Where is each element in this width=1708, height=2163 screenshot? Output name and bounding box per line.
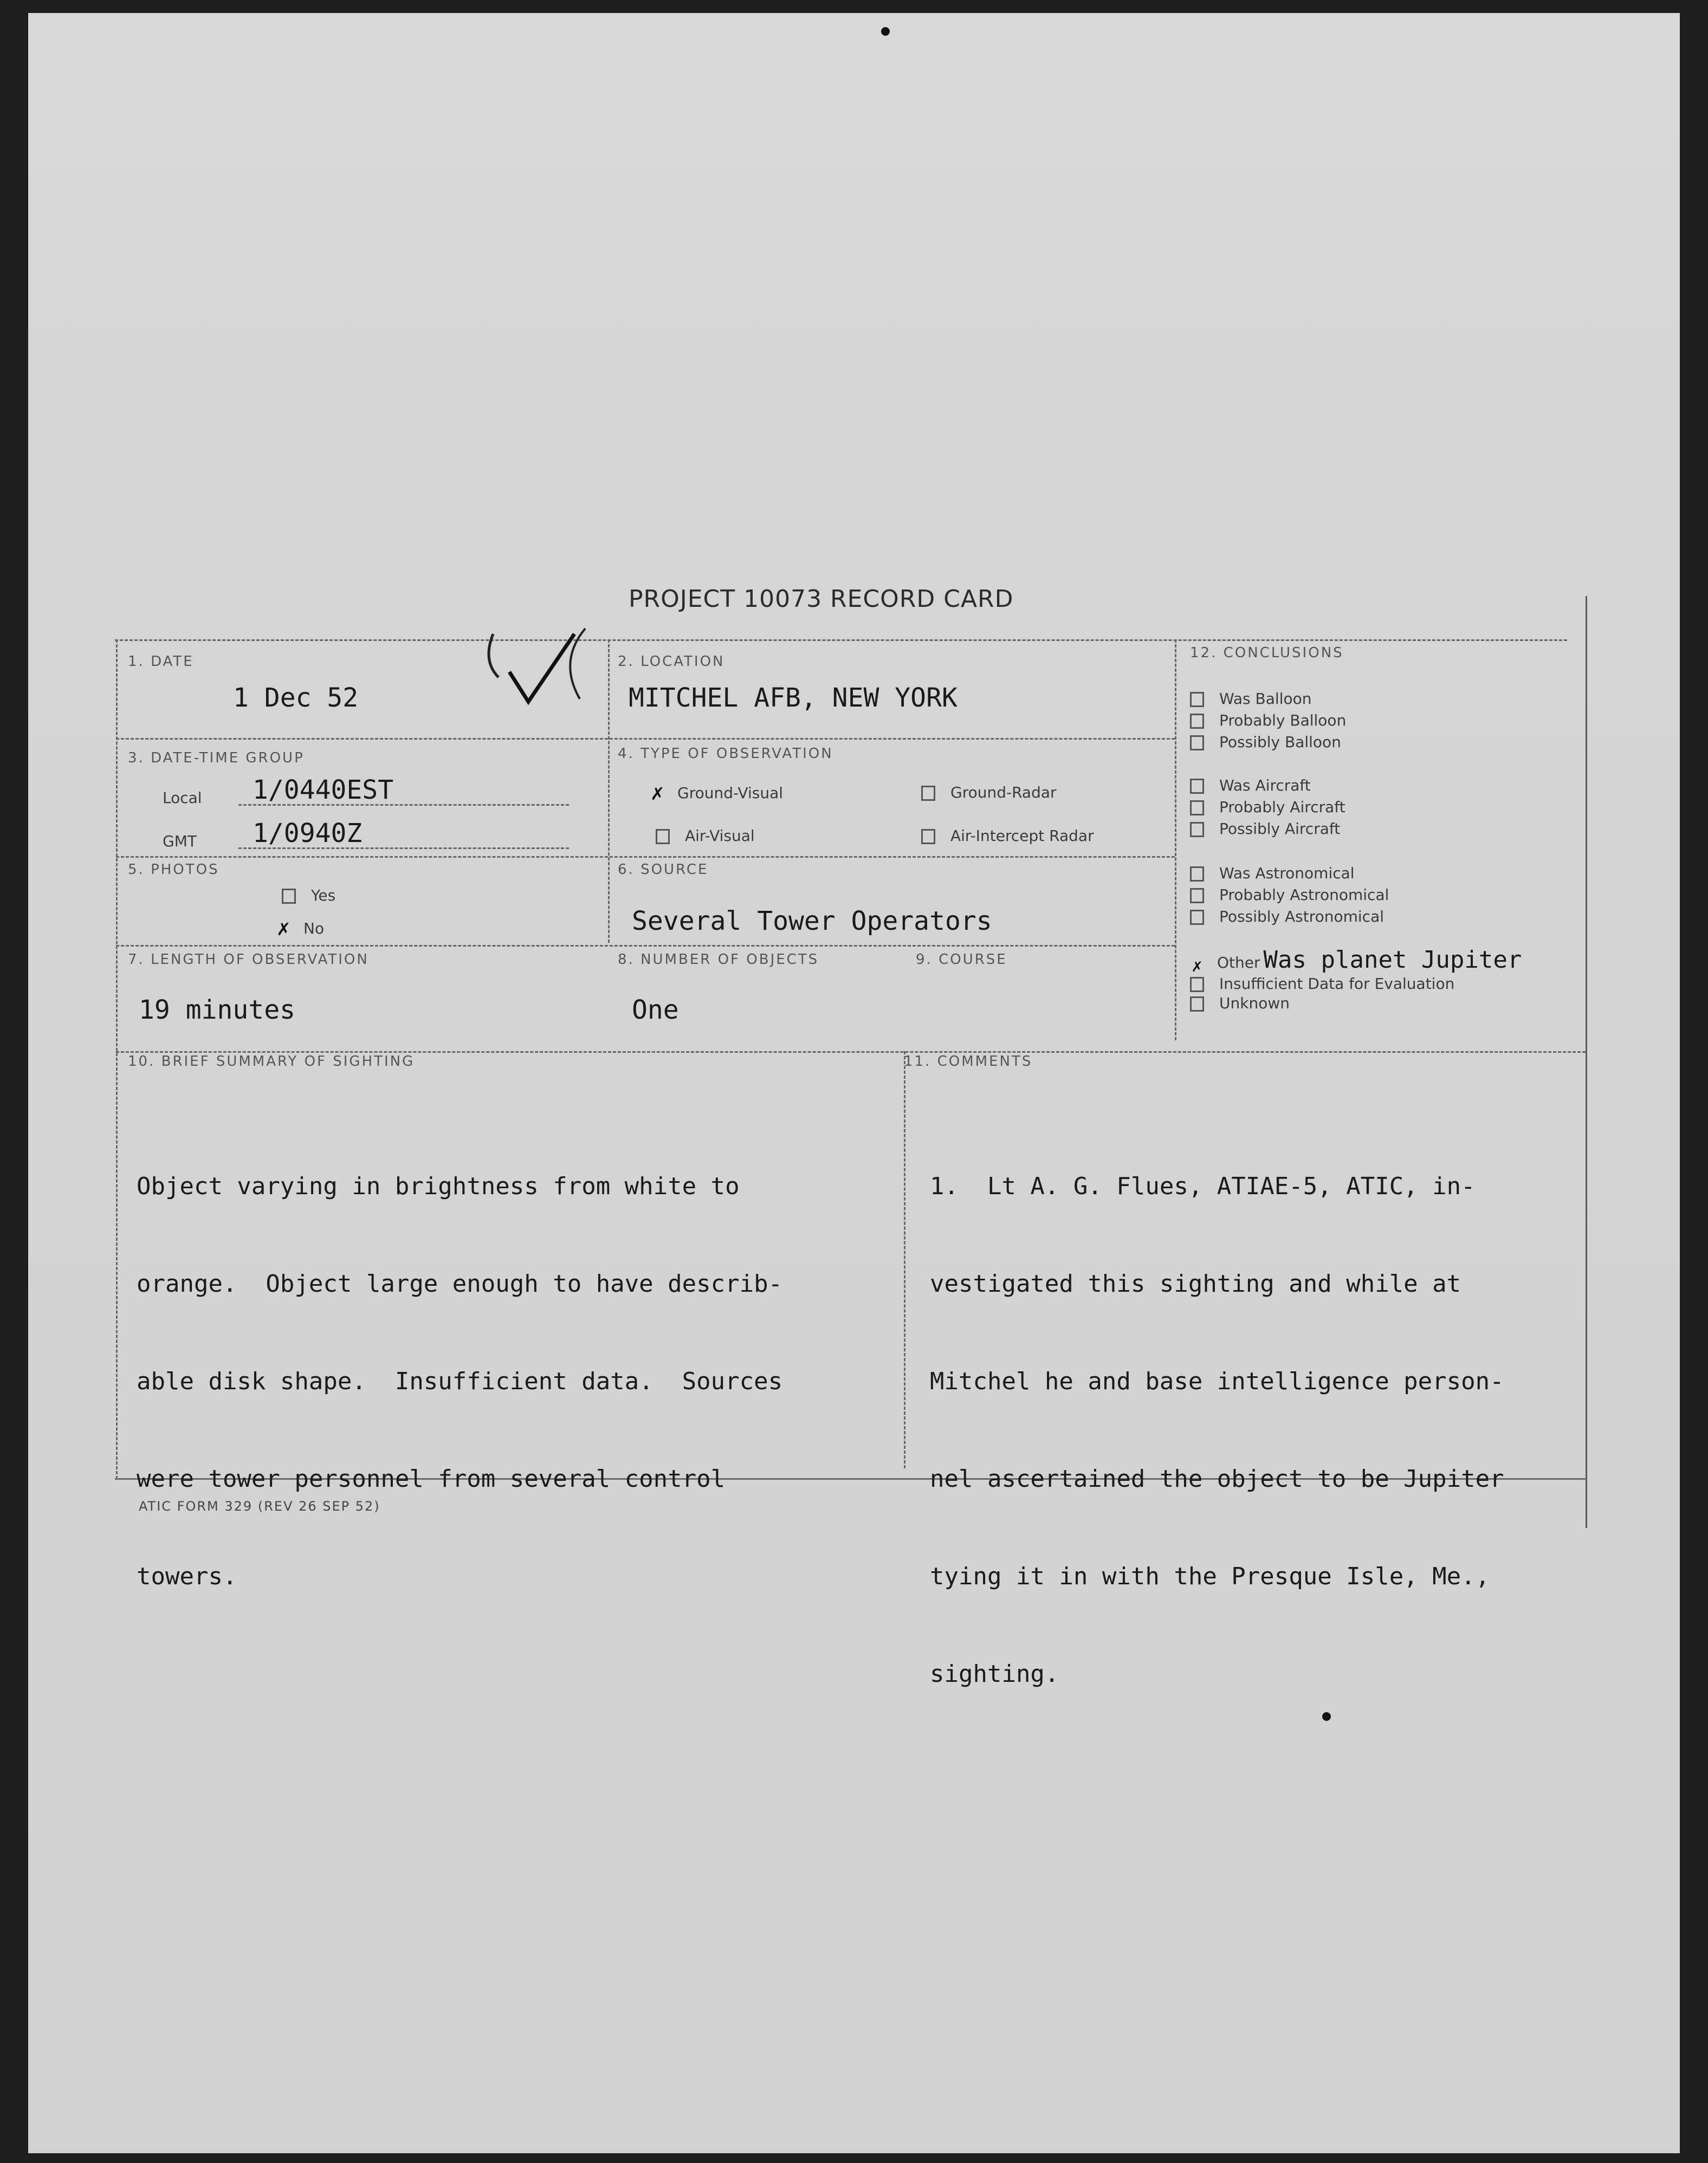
comments-line: nel ascertained the object to be Jupiter [930,1465,1504,1493]
summary-text [137,1105,782,1626]
conclusion-probably-balloon: Probably Balloon [1190,710,1346,731]
num-objects-value: One [632,995,679,1025]
summary-line: able disk shape. Insufficient data. Sources [137,1368,783,1395]
dtg-label: 3. DATE-TIME GROUP [128,750,305,766]
photos-yes: Yes [282,886,335,904]
frame-left-rule [116,639,118,1479]
comments-line: Mitchel he and base intelligence person- [930,1368,1504,1395]
comments-line: 1. Lt A. G. Flues, ATIAE-5, ATIC, in- [930,1173,1476,1200]
course-label: 9. COURSE [916,951,1007,968]
comments-text [930,1105,1504,1723]
checkbox-icon [921,829,935,844]
card-title: PROJECT 10073 RECORD CARD [629,585,1014,613]
observation-ground-visual: ✗ Ground-Visual [650,783,784,804]
num-objects-label: 8. NUMBER OF OBJECTS [618,951,819,968]
conclusions-balloon-group [1190,688,1346,753]
checkbox-icon [1190,888,1204,903]
checkbox-icon [1190,735,1204,750]
conclusion-was-astronomical: Was Astronomical [1190,863,1389,884]
conclusion-probably-astronomical: Probably Astronomical [1190,884,1389,906]
conclusion-other [1190,946,1522,976]
checkbox-icon [1190,910,1204,925]
x-mark-icon: ✗ [1192,955,1202,976]
dtg-gmt-value: 1/0940Z [253,818,363,849]
conclusion-other-prefix: Other [1217,954,1260,972]
summary-line: were tower personnel from several control [137,1465,726,1493]
checkbox-icon [1190,692,1204,707]
conclusions-tail-group [1190,974,1454,1013]
comments-line: tying it in with the Presque Isle, Me., [930,1563,1490,1590]
summary-line: Object varying in brightness from white to [137,1173,740,1200]
conclusion-was-balloon: Was Balloon [1190,688,1346,710]
conclusion-insufficient-data: Insufficient Data for Evaluation [1190,974,1454,994]
checkbox-icon [921,786,935,801]
source-label: 6. SOURCE [618,862,709,878]
observation-air-intercept-radar: Air-Intercept Radar [921,827,1094,845]
conclusion-possibly-aircraft: Possibly Aircraft [1190,818,1345,840]
observation-type-label: 4. TYPE OF OBSERVATION [618,746,833,762]
comments-label: 11. COMMENTS [904,1053,1033,1070]
checkbox-icon [656,829,670,844]
observation-ground-radar: Ground-Radar [921,783,1057,801]
x-mark-icon: ✗ [276,919,291,940]
location-label: 2. LOCATION [618,653,725,670]
checkbox-icon [1190,714,1204,729]
comments-line: vestigated this sighting and while at [930,1270,1461,1298]
checkbox-icon [1190,779,1204,794]
length-label: 7. LENGTH OF OBSERVATION [128,951,369,968]
checkbox-icon [1190,866,1204,882]
conclusions-astronomical-group [1190,863,1389,928]
dtg-gmt-label: GMT [163,832,197,850]
dtg-local-label: Local [163,789,202,807]
summary-line: towers. [137,1563,237,1590]
conclusion-possibly-balloon: Possibly Balloon [1190,731,1346,753]
comments-line: sighting. [930,1660,1059,1688]
photos-no: ✗ No [276,919,325,940]
row-rule-2 [116,856,1175,858]
conclusions-aircraft-group [1190,775,1345,840]
conclusions-label: 12. CONCLUSIONS [1190,645,1344,661]
conclusion-unknown: Unknown [1190,994,1454,1013]
dtg-local-underline [238,804,569,806]
speck [881,27,890,36]
conclusion-possibly-astronomical: Possibly Astronomical [1190,906,1389,928]
column-divider-left [608,639,610,943]
conclusion-was-aircraft: Was Aircraft [1190,775,1345,796]
dtg-gmt-underline [238,847,569,849]
photos-label: 5. PHOTOS [128,862,219,878]
source-value: Several Tower Operators [632,906,992,936]
speck [1322,1712,1331,1721]
location-value: MITCHEL AFB, NEW YORK [629,683,957,713]
conclusion-probably-aircraft: Probably Aircraft [1190,796,1345,818]
check-mark-icon [477,612,607,715]
checkbox-icon [1190,822,1204,837]
document-sheet [28,13,1680,2153]
row-rule-3 [116,945,1175,947]
summary-line: orange. Object large enough to have describ- [137,1270,783,1298]
dtg-local-value: 1/0440EST [253,775,394,805]
form-footer: ATIC FORM 329 (REV 26 SEP 52) [139,1499,380,1514]
checkbox-icon [1190,800,1204,815]
x-mark-icon: ✗ [650,783,665,804]
date-label: 1. DATE [128,653,194,670]
row-rule-4 [116,1051,1586,1053]
length-value: 19 minutes [139,995,295,1025]
frame-top-rule [115,639,1567,641]
column-divider-conclusions [1175,639,1176,1040]
observation-air-visual: Air-Visual [656,827,755,845]
checkbox-icon [1190,996,1204,1012]
conclusion-other-value: Was planet Jupiter [1263,946,1522,974]
row-rule-1 [116,738,1175,740]
column-divider-comments [904,1051,905,1468]
frame-right-rule [1586,596,1587,1528]
checkbox-icon [1190,977,1204,992]
date-value: 1 Dec 52 [233,683,359,713]
summary-label: 10. BRIEF SUMMARY OF SIGHTING [128,1053,415,1070]
checkbox-icon [282,889,296,904]
